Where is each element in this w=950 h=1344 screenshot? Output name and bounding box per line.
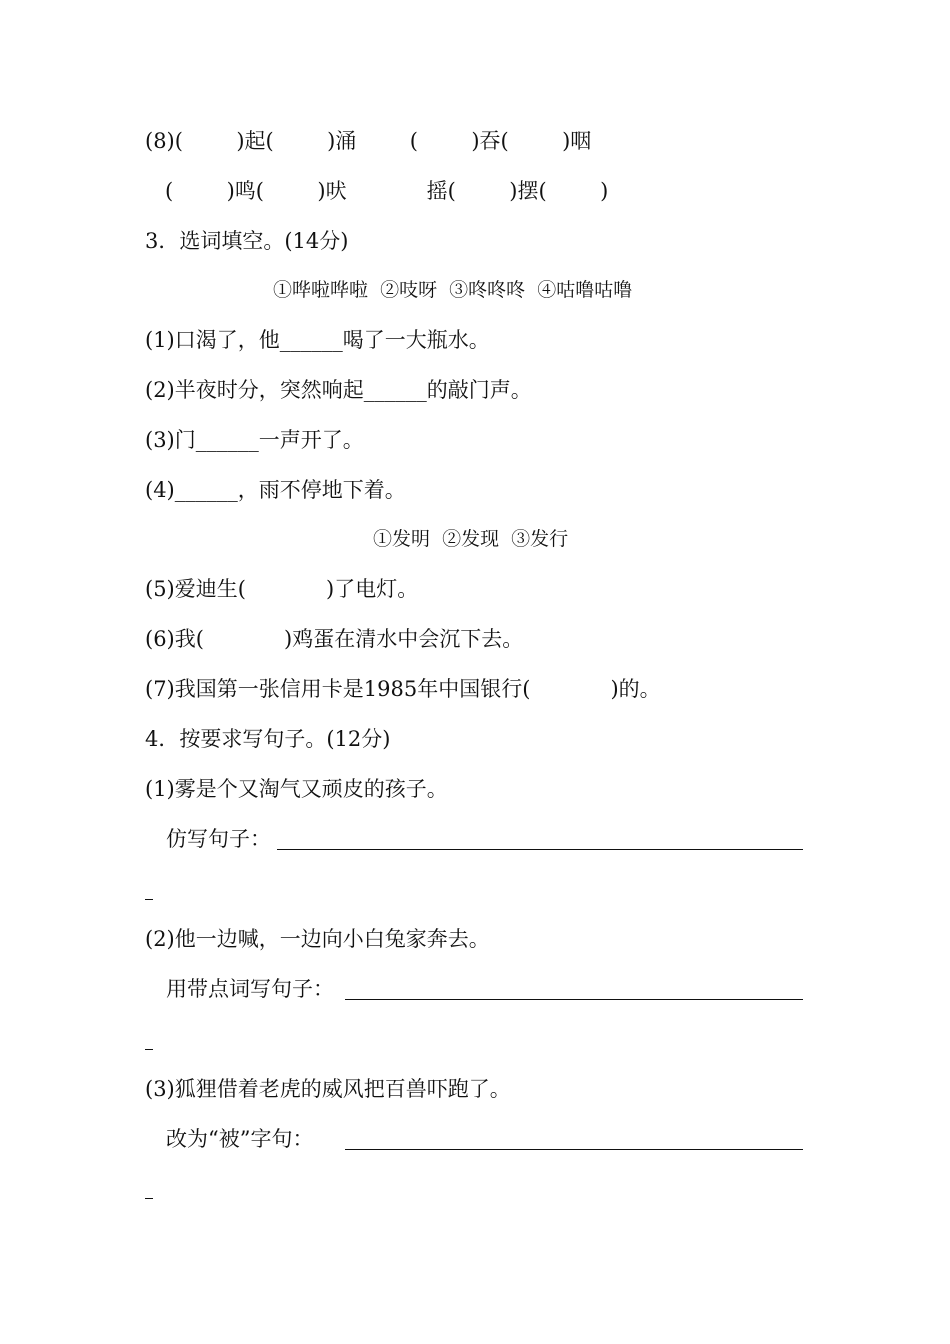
question-4-item-1: (1)雾是个又淘气又顽皮的孩子。 bbox=[145, 777, 448, 801]
answer-line-3[interactable] bbox=[345, 1149, 803, 1150]
answer-line-1-tail bbox=[145, 899, 153, 900]
question-3-item-6: (6)我( )鸡蛋在清水中会沉下去。 bbox=[145, 627, 524, 651]
question-4-item-1-prompt: 仿写句子： bbox=[166, 827, 271, 851]
question-3-title: 3．选词填空。(14分) bbox=[145, 229, 349, 253]
answer-line-2-tail bbox=[145, 1049, 153, 1050]
question-3-item-3: (3)门______一声开了。 bbox=[145, 428, 364, 452]
question-4-title: 4．按要求写句子。(12分) bbox=[145, 727, 391, 751]
question-3-item-4: (4)______，雨不停地下着。 bbox=[145, 478, 406, 502]
question-4-item-3-prompt: 改为“被”字句： bbox=[166, 1127, 314, 1151]
question-3-word-bank-b: ①发明 ②发现 ③发行 bbox=[373, 528, 569, 550]
question-3-word-bank-a: ①哗啦哗啦 ②吱呀 ③咚咚咚 ④咕噜咕噜 bbox=[273, 279, 633, 301]
question-3-item-2: (2)半夜时分，突然响起______的敲门声。 bbox=[145, 378, 532, 402]
answer-line-1[interactable] bbox=[277, 849, 803, 850]
question-4-item-3: (3)狐狸借着老虎的威风把百兽吓跑了。 bbox=[145, 1077, 511, 1101]
answer-line-3-tail bbox=[145, 1198, 153, 1199]
question-4-item-2: (2)他一边喊，一边向小白兔家奔去。 bbox=[145, 927, 490, 951]
q2-item-8-line-b: ( )鸣( )吠 摇( )摆( ) bbox=[165, 179, 609, 203]
question-3-item-1: (1)口渴了，他______喝了一大瓶水。 bbox=[145, 328, 490, 352]
question-4-item-2-prompt: 用带点词写句子： bbox=[166, 977, 334, 1001]
question-3-item-5: (5)爱迪生( )了电灯。 bbox=[145, 577, 419, 601]
answer-line-2[interactable] bbox=[345, 999, 803, 1000]
q2-item-8-line-a: (8)( )起( )涌 ( )吞( )咽 bbox=[145, 129, 592, 153]
question-3-item-7: (7)我国第一张信用卡是1985年中国银行( )的。 bbox=[145, 677, 661, 701]
